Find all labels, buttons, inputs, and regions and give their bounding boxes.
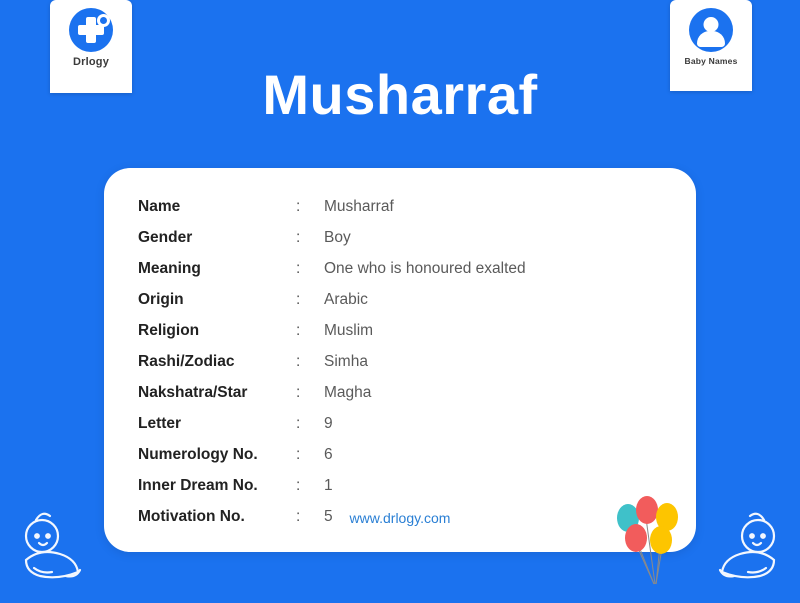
- row-label: Gender: [138, 229, 193, 246]
- row-label: Motivation No.: [138, 508, 245, 525]
- table-row: [138, 415, 662, 446]
- row-value: Simha: [324, 353, 368, 370]
- row-separator: :: [296, 198, 301, 215]
- row-value: Arabic: [324, 291, 368, 308]
- table-row: [138, 477, 662, 508]
- row-separator: :: [296, 384, 301, 401]
- row-value: Boy: [324, 229, 351, 246]
- row-value: Musharraf: [324, 198, 394, 215]
- row-separator: :: [296, 229, 301, 246]
- table-row: [138, 384, 662, 415]
- row-value: 1: [324, 477, 333, 494]
- row-label: Origin: [138, 291, 184, 308]
- row-label: Letter: [138, 415, 182, 432]
- row-separator: :: [296, 353, 301, 370]
- row-value: Magha: [324, 384, 372, 401]
- baby-line-art-icon-right: [694, 498, 794, 598]
- row-label: Numerology No.: [138, 446, 258, 463]
- row-separator: :: [296, 446, 301, 463]
- row-label: Meaning: [138, 260, 201, 277]
- row-label: Name: [138, 198, 181, 215]
- table-row: [138, 322, 662, 353]
- row-separator: :: [296, 477, 301, 494]
- baby-icon: [689, 8, 733, 52]
- row-value: One who is honoured exalted: [324, 260, 526, 277]
- table-row: [138, 291, 662, 322]
- row-value: Muslim: [324, 322, 374, 339]
- row-value: 9: [324, 415, 333, 432]
- row-value: 6: [324, 446, 333, 463]
- medical-cross-icon: [69, 8, 113, 52]
- page-title: Musharraf: [262, 63, 538, 126]
- table-row: [138, 229, 662, 260]
- table-row: [138, 198, 662, 229]
- row-separator: :: [296, 291, 301, 308]
- row-label: Inner Dream No.: [138, 477, 258, 494]
- row-value: 5: [324, 508, 333, 525]
- row-separator: :: [296, 260, 301, 277]
- row-separator: :: [296, 415, 301, 432]
- baby-line-art-icon-left: [6, 498, 106, 598]
- table-row: [138, 446, 662, 477]
- row-label: Nakshatra/Star: [138, 384, 248, 401]
- row-label: Rashi/Zodiac: [138, 353, 235, 370]
- site-url-link[interactable]: www.drlogy.com: [349, 510, 451, 526]
- baby-names-badge-label: Baby Names: [684, 56, 738, 66]
- row-separator: :: [296, 322, 301, 339]
- drlogy-badge-label: Drlogy: [72, 56, 110, 68]
- row-separator: :: [296, 508, 301, 525]
- row-label: Religion: [138, 322, 200, 339]
- table-row: [138, 260, 662, 291]
- name-details-table: [138, 198, 662, 539]
- balloons-icon: [598, 484, 708, 594]
- table-row: [138, 353, 662, 384]
